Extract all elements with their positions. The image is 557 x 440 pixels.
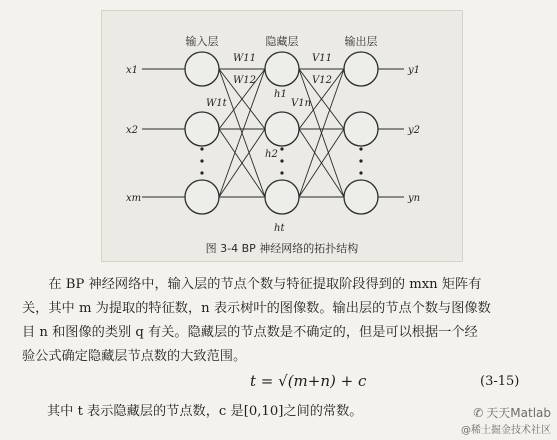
ellipsis-dot	[200, 159, 203, 162]
body-paragraph	[22, 273, 542, 369]
input-node	[185, 52, 219, 86]
paragraph-line: 关，其中 m 为提取的特征数，n 表示树叶的图像数。输出层的节点个数与图像数	[22, 301, 491, 316]
paragraph-line: 目 n 和图像的类别 q 有关。隐藏层的节点数是不确定的，但是可以根据一个经	[22, 325, 478, 340]
equation-number: (3-15)	[480, 374, 520, 389]
formula-explanation: 其中 t 表示隐藏层的节点数，c 是[0,10]之间的常数。	[47, 404, 363, 419]
figure-caption: 图 3-4 BP 神经网络的拓扑结构	[205, 242, 359, 255]
output-label: y1	[408, 65, 421, 76]
ellipsis-dot	[280, 171, 283, 174]
formula: t = √(m+n) + c	[250, 372, 367, 390]
output-label: yn	[408, 193, 421, 204]
watermark-subtitle: @稀土掘金技术社区	[461, 425, 551, 436]
hidden-node	[265, 52, 299, 86]
hidden-label: h1	[274, 89, 287, 100]
weight-label: V11	[312, 53, 332, 64]
ellipsis-dot	[359, 171, 362, 174]
input-layer-header: 输入层	[185, 35, 219, 48]
input-label: xm	[126, 193, 142, 204]
output-node	[344, 112, 378, 146]
figure-panel	[101, 10, 463, 262]
hidden-label: h2	[265, 149, 278, 160]
ellipsis-dot	[280, 159, 283, 162]
hidden-node	[265, 112, 299, 146]
output-node	[344, 52, 378, 86]
bp-network-diagram	[102, 11, 462, 261]
weight-label: V1n	[291, 98, 312, 109]
ellipsis-dot	[359, 159, 362, 162]
output-label: y2	[408, 125, 421, 136]
weight-label: W12	[233, 75, 257, 86]
weight-label: W1t	[206, 98, 227, 109]
output-node	[344, 180, 378, 214]
input-label: x2	[126, 125, 139, 136]
paragraph-line: 在 BP 神经网络中，输入层的节点个数与特征提取阶段得到的 mxn 矩阵有	[48, 277, 482, 292]
hidden-layer-header: 隐藏层	[265, 35, 299, 48]
hidden-label: ht	[274, 223, 285, 234]
ellipsis-dot	[200, 171, 203, 174]
paragraph-1	[22, 273, 542, 369]
ellipsis-dot	[280, 147, 283, 150]
input-node	[185, 180, 219, 214]
input-label: x1	[126, 65, 139, 76]
weight-label: V12	[312, 75, 332, 86]
watermark	[461, 404, 551, 436]
watermark-title: 天天Matlab	[486, 406, 551, 420]
ellipsis-dot	[359, 147, 362, 150]
hidden-node	[265, 180, 299, 214]
output-layer-header: 输出层	[344, 35, 378, 48]
input-node	[185, 112, 219, 146]
paragraph-line: 验公式确定隐藏层节点数的大致范围。	[22, 349, 247, 364]
ellipsis-dot	[200, 147, 203, 150]
wechat-icon: ✆	[473, 406, 484, 420]
weight-label: W11	[233, 53, 257, 64]
